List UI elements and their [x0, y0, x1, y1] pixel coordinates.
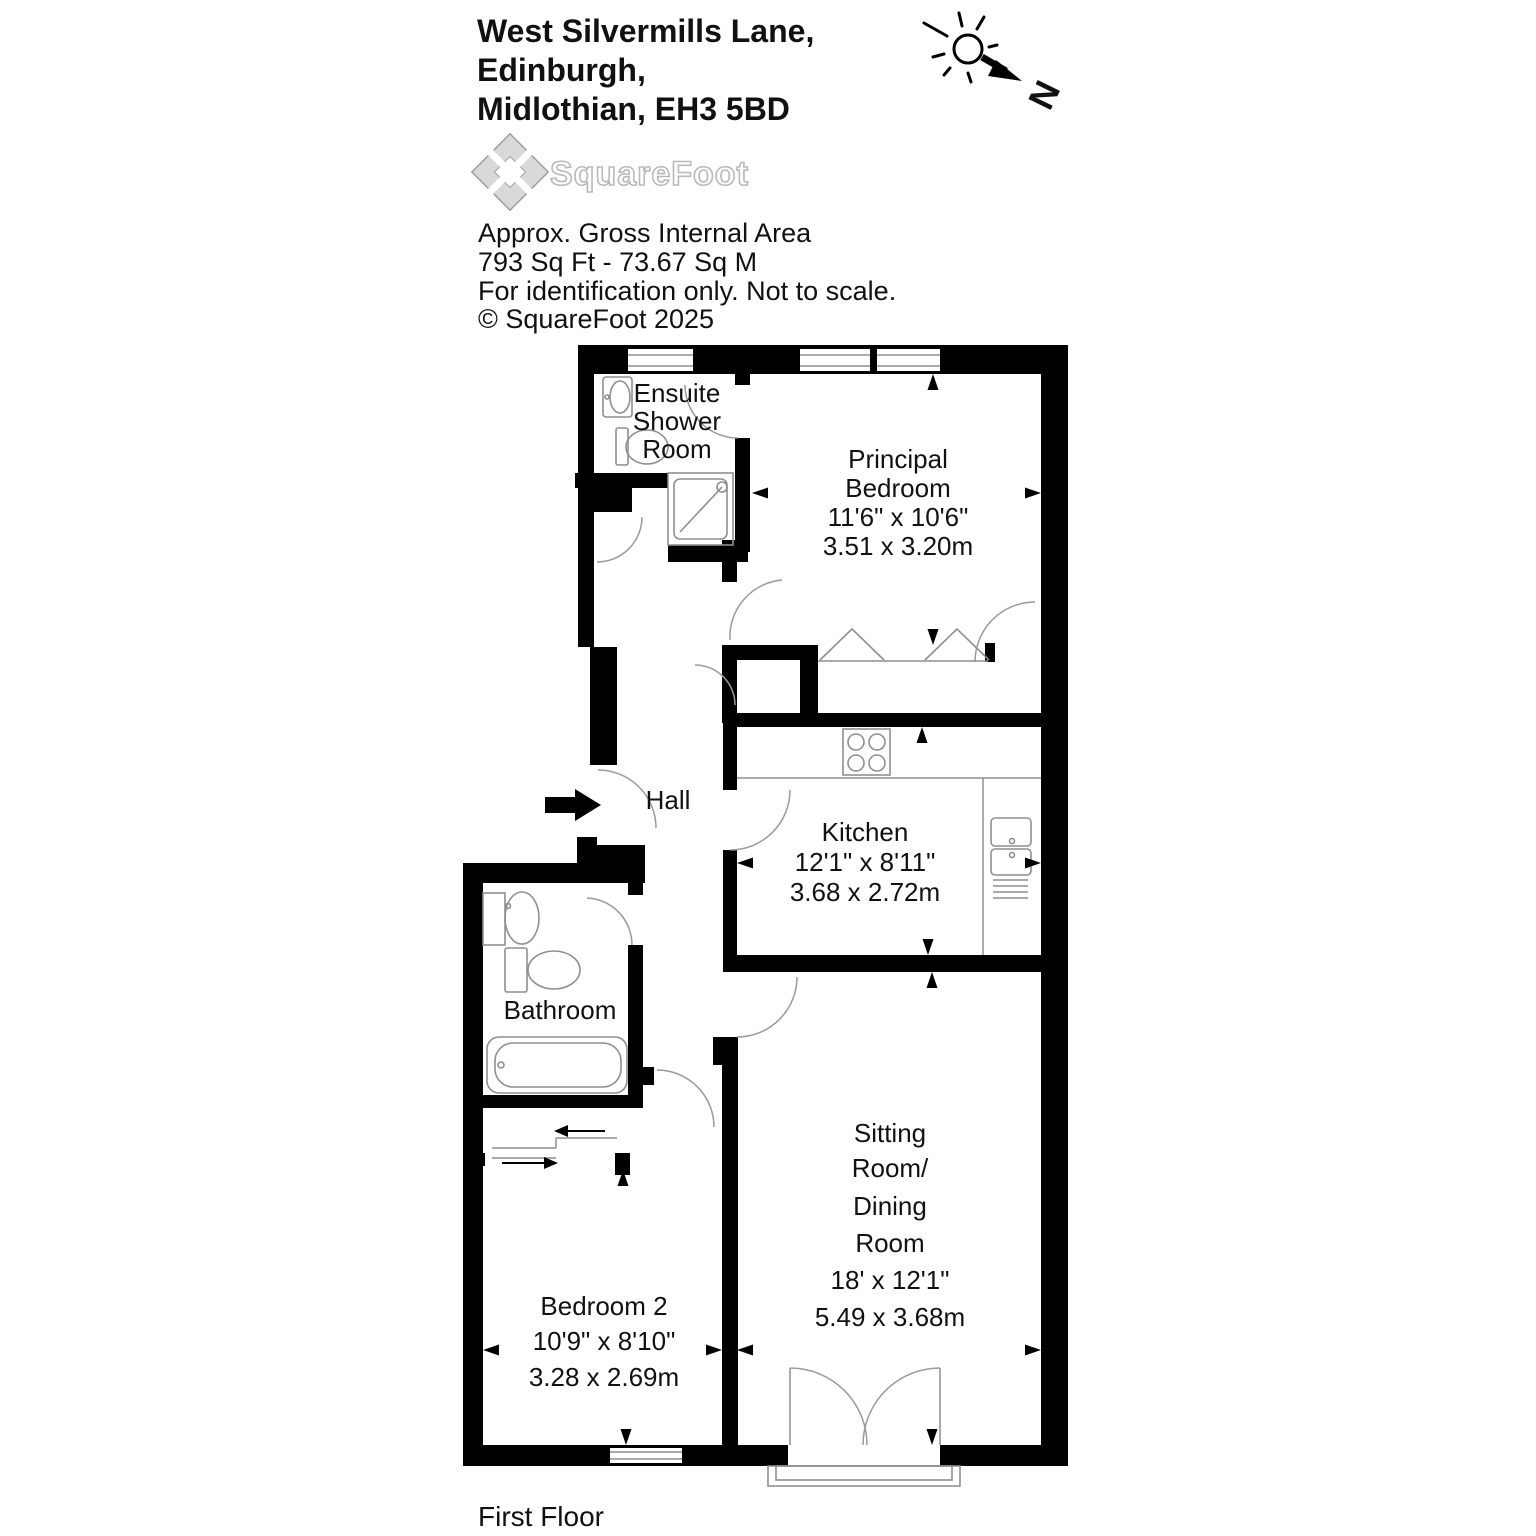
entrance-arrow-icon [545, 789, 601, 821]
squarefoot-logo [468, 130, 749, 215]
door-arc-bedroom2 [657, 1070, 714, 1127]
bedroom2-dim-metric: 3.28 x 2.69m [528, 1362, 680, 1392]
sitting-room-label-line1: Sitting [853, 1118, 927, 1148]
ensuite-label-line1: Ensuite [633, 378, 721, 408]
shower-tray-icon [668, 473, 733, 545]
door-arc-sitting-room [737, 977, 797, 1037]
window-bedroom2 [610, 1448, 682, 1463]
door-arcs [587, 385, 1035, 1127]
door-arc-bathroom [587, 898, 632, 945]
sitting-room-label-line2: Room/ [851, 1153, 929, 1183]
copyright: © SquareFoot 2025 [478, 304, 715, 334]
wardrobe-symbol [818, 629, 989, 661]
north-label: N [1020, 74, 1069, 116]
french-doors [768, 1368, 960, 1486]
hob-icon [843, 729, 890, 775]
address-line2: Edinburgh, [477, 52, 646, 88]
principal-bedroom-dim-imperial: 11'6" x 10'6" [827, 502, 969, 532]
door-arc-hall-lobby [597, 517, 642, 562]
principal-bedroom-label-line1: Principal [848, 444, 948, 474]
sitting-room-dim-metric: 5.49 x 3.68m [814, 1302, 966, 1332]
kitchen-label: Kitchen [821, 817, 909, 847]
floor-label: First Floor [478, 1501, 604, 1532]
window-ensuite [628, 349, 693, 371]
area-title: Approx. Gross Internal Area [478, 218, 812, 248]
principal-bedroom-dim-metric: 3.51 x 3.20m [822, 531, 974, 561]
bathroom-toilet-icon [505, 948, 580, 992]
area-value: 793 Sq Ft - 73.67 Sq M [478, 247, 758, 277]
stairs-icon [492, 1125, 617, 1169]
bathroom-label: Bathroom [503, 995, 617, 1025]
ensuite-label-line2: Shower [632, 406, 722, 436]
bedroom2-dim-imperial: 10'9" x 8'10" [532, 1326, 676, 1356]
kitchen-dim-imperial: 12'1" x 8'11" [794, 847, 936, 877]
address-line3: Midlothian, EH3 5BD [477, 91, 790, 127]
kitchen-dim-metric: 3.68 x 2.72m [789, 877, 941, 907]
hall-label: Hall [645, 785, 691, 815]
window-principal-1 [800, 349, 870, 371]
sitting-room-label-line4: Room [855, 1228, 925, 1258]
sun-icon [954, 35, 982, 63]
disclaimer: For identification only. Not to scale. [478, 276, 897, 306]
ensuite-sink-icon [603, 377, 632, 417]
ensuite-label-line3: Room [642, 434, 712, 464]
bathtub-icon [487, 1037, 627, 1093]
door-arc-kitchen [730, 790, 790, 850]
address-line1: West Silvermills Lane, [477, 13, 815, 49]
bathroom-sink-icon [483, 892, 539, 945]
window-principal-2 [877, 349, 940, 371]
door-arc-wardrobe [975, 602, 1035, 662]
fixtures [483, 377, 1041, 1093]
door-arc-principal-bedroom [730, 580, 782, 640]
squarefoot-logo-text: SquareFoot [550, 155, 749, 193]
north-compass [924, 13, 1068, 116]
principal-bedroom-label-line2: Bedroom [845, 473, 951, 503]
squarefoot-logo-icon [468, 130, 553, 215]
sitting-room-label-line3: Dining [853, 1191, 927, 1221]
sitting-room-dim-imperial: 18' x 12'1" [830, 1265, 950, 1295]
bedroom2-label: Bedroom 2 [540, 1291, 668, 1321]
